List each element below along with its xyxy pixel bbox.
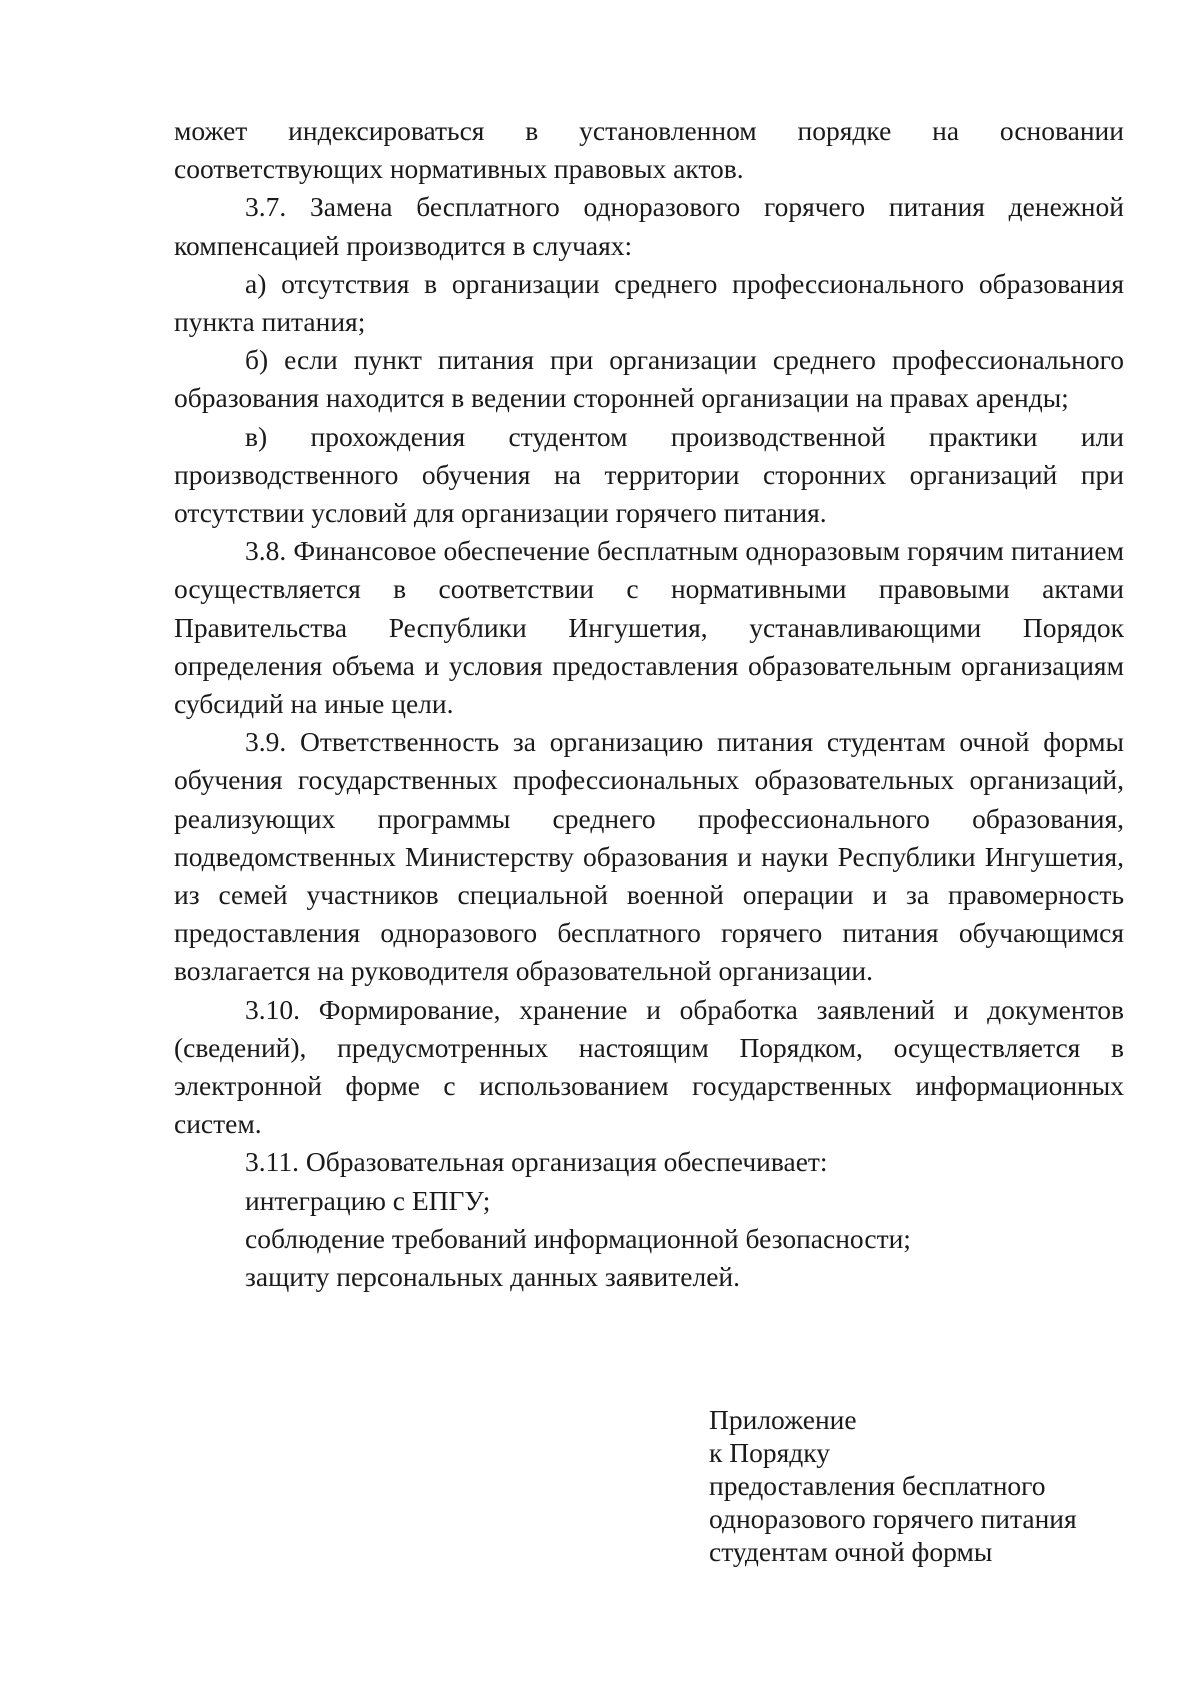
list-item-personal-data: защиту персональных данных заявителей.: [245, 1261, 741, 1293]
paragraph-3-7-b: б) если пункт питания при организации среднего профессионального образования находится в ведении сторонней организации на правах аренды;: [174, 344, 1124, 414]
paragraph-3-7: 3.7. Замена бесплатного одноразового горячего питания денежной компенсацией производится в случаях:: [174, 191, 1124, 261]
appendix-line: одноразового горячего питания: [709, 1503, 1077, 1534]
appendix-line: Приложение: [709, 1404, 857, 1435]
appendix-line: к Порядку: [709, 1437, 830, 1468]
paragraph-3-11: 3.11. Образовательная организация обеспечивает:: [245, 1146, 828, 1178]
appendix-line: студентам очной формы: [709, 1536, 993, 1567]
paragraph-3-7-c: в) прохождения студентом производственной практики или производственного обучения на территории сторонних организаций при отсутствии условий для организации горячего питания.: [174, 420, 1124, 529]
document-body: [174, 112, 1124, 1296]
paragraph-3-10: 3.10. Формирование, хранение и обработка заявлений и документов (сведений), предусмотренных настоящим Порядком, осуществляется в электронной форме с использованием государственных информационных систем.: [174, 993, 1124, 1140]
appendix-line: предоставления бесплатного: [709, 1470, 1046, 1501]
paragraph-3-8: 3.8. Финансовое обеспечение бесплатным одноразовым горячим питанием осуществляется в соответствии с нормативными правовыми актами Правительства Республики Ингушетия, устанавливающими Порядок определения объема и условия предоставления образовательным организациям субсидий на иные цели.: [174, 535, 1124, 720]
list-item-epgu: интеграцию с ЕПГУ;: [245, 1184, 491, 1216]
paragraph-3-9: 3.9. Ответственность за организацию питания студентам очной формы обучения государственных профессиональных образовательных организаций, реализующих программы среднего профессионального образования, подведомственных Министерству образования и науки Республики Ингушетия, из семей участников специальной военной операции и за правомерность предоставления одноразового бесплатного горячего питания обучающимся возлагается на руководителя образовательной организации.: [174, 726, 1124, 987]
list-item-security: соблюдение требований информационной безопасности;: [245, 1222, 911, 1254]
appendix-header: [709, 1403, 1129, 1568]
paragraph-continuation: может индексироваться в установленном порядке на основании соответствующих нормативных правовых актов.: [174, 115, 1124, 185]
paragraph-3-7-a: а) отсутствия в организации среднего профессионального образования пункта питания;: [174, 267, 1124, 338]
